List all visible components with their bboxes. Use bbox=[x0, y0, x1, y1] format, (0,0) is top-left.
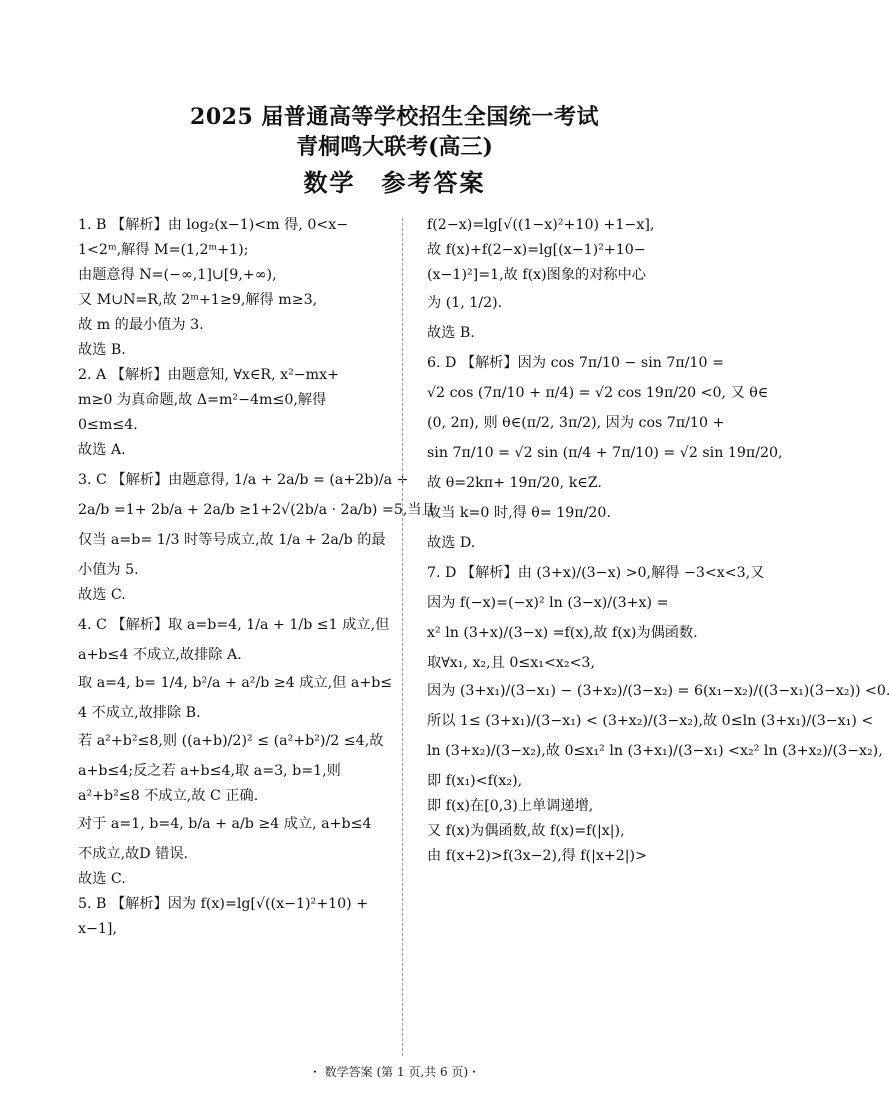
answer-line: 取 a=4, b= 1/4, b²/a + a²/b ≥4 成立,但 a+b≤ bbox=[78, 675, 393, 691]
answer-line: 故选 C. bbox=[78, 871, 126, 887]
answer-line: 故选 C. bbox=[78, 587, 126, 603]
answer-line: 7. D 【解析】由 (3+x)/(3−x) >0,解得 −3<x<3,又 bbox=[427, 565, 765, 581]
answer-line: 所以 1≤ (3+x₁)/(3−x₁) < (3+x₂)/(3−x₂),故 0≤ln (3+x₁)/(3−x₁) < bbox=[427, 713, 874, 729]
answer-line: (x−1)²]=1,故 f(x)图象的对称中心 bbox=[427, 267, 646, 283]
answer-line: ln (3+x₂)/(3−x₂),故 0≤x₁² ln (3+x₁)/(3−x₁) <x₂² ln (3+x₂)/(3−x₂), bbox=[427, 743, 883, 759]
answer-line: 取∀x₁, x₂,且 0≤x₁<x₂<3, bbox=[427, 655, 595, 671]
answer-line: 0≤m≤4. bbox=[78, 417, 138, 433]
answer-line: 因为 f(−x)=(−x)² ln (3−x)/(3+x) = bbox=[427, 595, 669, 611]
answer-line: a²+b²≤8 不成立,故 C 正确. bbox=[78, 788, 259, 804]
answer-line: 5. B 【解析】因为 f(x)=lg[√((x−1)²+10) + bbox=[78, 896, 369, 912]
answer-line: 对于 a=1, b=4, b/a + a/b ≥4 成立, a+b≤4 bbox=[78, 816, 372, 832]
answer-line: a+b≤4 不成立,故排除 A. bbox=[78, 647, 242, 663]
answer-line: 即 f(x)在[0,3)上单调递增, bbox=[427, 798, 594, 814]
answer-line: 1<2ᵐ,解得 M=(1,2ᵐ+1); bbox=[78, 242, 249, 258]
answer-line: m≥0 为真命题,故 Δ=m²−4m≤0,解得 bbox=[78, 392, 327, 408]
answer-line: 故当 k=0 时,得 θ= 19π/20. bbox=[427, 505, 611, 521]
answer-line: 故 m 的最小值为 3. bbox=[78, 317, 204, 333]
answer-line: 若 a²+b²≤8,则 ((a+b)/2)² ≤ (a²+b²)/2 ≤4,故 bbox=[78, 733, 384, 749]
column-divider bbox=[402, 218, 403, 1056]
answer-line: 故选 A. bbox=[78, 442, 126, 458]
answer-line: 即 f(x₁)<f(x₂), bbox=[427, 773, 523, 789]
answer-line: 故选 B. bbox=[427, 325, 475, 341]
answer-line: 为 (1, 1/2). bbox=[427, 295, 503, 311]
answer-line: 故选 B. bbox=[78, 342, 126, 358]
answer-line: 因为 (3+x₁)/(3−x₁) − (3+x₂)/(3−x₂) = 6(x₁−x₂)/((3−x₁)(3−x₂)) <0. bbox=[427, 683, 890, 699]
answer-line: 由 f(x+2)>f(3x−2),得 f(|x+2|)> bbox=[427, 848, 647, 864]
answer-line: √2 cos (7π/10 + π/4) = √2 cos 19π/20 <0, 又 θ∈ bbox=[427, 385, 769, 401]
answer-line: 仅当 a=b= 1/3 时等号成立,故 1/a + 2a/b 的最 bbox=[78, 532, 386, 548]
exam-subtitle: 青桐鸣大联考(高三) bbox=[296, 134, 493, 160]
answer-line: 故 f(x)+f(2−x)=lg[(x−1)²+10− bbox=[427, 242, 646, 258]
answer-line: 小值为 5. bbox=[78, 562, 139, 578]
answer-line: 1. B 【解析】由 log₂(x−1)<m 得, 0<x− bbox=[78, 217, 349, 233]
answer-line: 不成立,故D 错误. bbox=[78, 846, 189, 862]
answer-line: 4 不成立,故排除 B. bbox=[78, 705, 201, 721]
answer-line: 又 M∪N=R,故 2ᵐ+1≥9,解得 m≥3, bbox=[78, 292, 318, 308]
exam-title: 2025 届普通高等学校招生全国统一考试 bbox=[190, 104, 599, 130]
answer-line: x−1], bbox=[78, 921, 117, 937]
right-column bbox=[427, 215, 890, 871]
answer-line: f(2−x)=lg[√((1−x)²+10) +1−x], bbox=[427, 217, 655, 233]
answer-line: 由题意得 N=(−∞,1]∪[9,+∞), bbox=[78, 267, 277, 283]
page-footer: ・ 数学答案 (第 1 页,共 6 页)・ bbox=[308, 1065, 481, 1079]
answer-line: 2a/b =1+ 2b/a + 2a/b ≥1+2√(2b/a · 2a/b) =5,当且 bbox=[78, 502, 436, 518]
answer-line: 2. A 【解析】由题意知, ∀x∈R, x²−mx+ bbox=[78, 367, 340, 383]
answer-line: 又 f(x)为偶函数,故 f(x)=f(|x|), bbox=[427, 823, 625, 839]
answer-key-title: 数学 参考答案 bbox=[303, 168, 486, 197]
answer-line: x² ln (3+x)/(3−x) =f(x),故 f(x)为偶函数. bbox=[427, 625, 698, 641]
answer-line: 4. C 【解析】取 a=b=4, 1/a + 1/b ≤1 成立,但 bbox=[78, 617, 390, 633]
answer-line: a+b≤4;反之若 a+b≤4,取 a=3, b=1,则 bbox=[78, 763, 341, 779]
answer-line: (0, 2π), 则 θ∈(π/2, 3π/2), 因为 cos 7π/10 + bbox=[427, 415, 725, 431]
left-column bbox=[78, 215, 436, 944]
answer-line: 6. D 【解析】因为 cos 7π/10 − sin 7π/10 = bbox=[427, 355, 724, 371]
answer-line: 故选 D. bbox=[427, 535, 476, 551]
answer-line: sin 7π/10 = √2 sin (π/4 + 7π/10) = √2 sin 19π/20, bbox=[427, 445, 783, 461]
answer-line: 故 θ=2kπ+ 19π/20, k∈Z. bbox=[427, 475, 602, 491]
answer-line: 3. C 【解析】由题意得, 1/a + 2a/b = (a+2b)/a + bbox=[78, 472, 409, 488]
